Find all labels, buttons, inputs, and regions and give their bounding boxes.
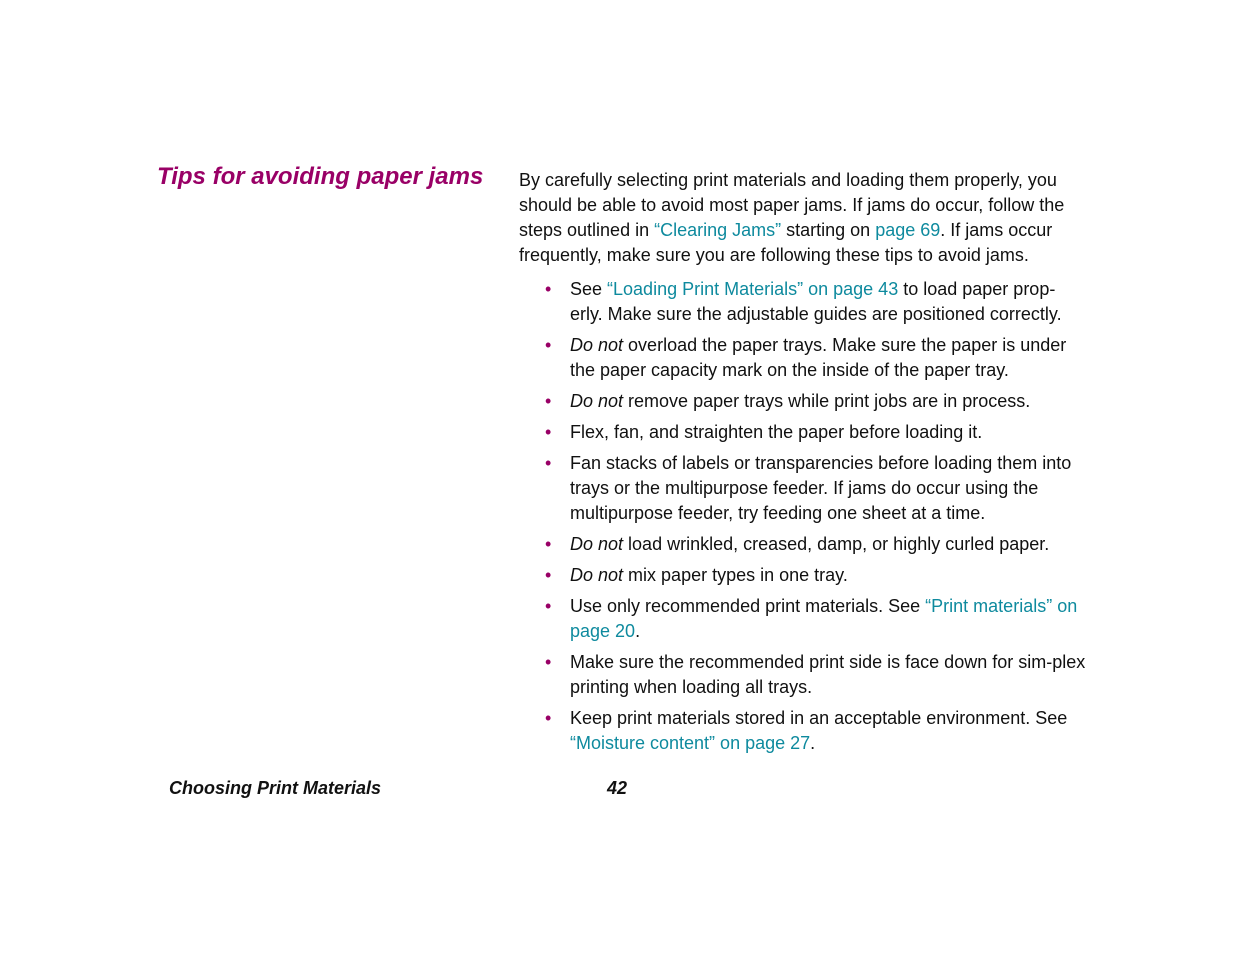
- tips-list: [519, 277, 1087, 756]
- page-number: 42: [607, 778, 628, 798]
- intro-paragraph: [519, 168, 1087, 268]
- bullet-icon: •: [545, 422, 552, 442]
- do-not-emphasis: Do not: [570, 335, 624, 355]
- list-item: [519, 594, 1087, 644]
- footer-chapter-title: Choosing Print Materials: [169, 778, 382, 798]
- bullet-icon: •: [545, 652, 552, 672]
- intro-text: By carefully selecting print materials and loading them properly, you should be able to avoid most paper jams. If jams do occur, follow the steps outlined in: [519, 170, 1065, 240]
- moisture-content-link[interactable]: “Moisture content” on page 27: [570, 733, 811, 753]
- section-body: [519, 168, 1087, 762]
- bullet-icon: •: [545, 279, 552, 299]
- bullet-icon: •: [545, 708, 552, 728]
- list-item: [519, 420, 1087, 445]
- tip-text: Flex, fan, and straighten the paper before loading it.: [570, 422, 983, 442]
- tip-text: Use only recommended print materials. See: [570, 596, 926, 616]
- tip-text: load wrinkled, creased, damp, or highly curled paper.: [623, 534, 1050, 554]
- do-not-emphasis: Do not: [570, 534, 624, 554]
- list-item: [519, 333, 1087, 383]
- list-item: [519, 277, 1087, 327]
- tip-text: mix paper types in one tray.: [623, 565, 848, 585]
- tip-text: overload the paper trays. Make sure the paper is under the paper capacity mark on the inside of the paper tray.: [570, 335, 1067, 380]
- bullet-icon: •: [545, 391, 552, 411]
- do-not-emphasis: Do not: [570, 565, 624, 585]
- page-69-link[interactable]: page 69: [875, 220, 941, 240]
- bullet-icon: •: [545, 453, 552, 473]
- tip-text: .: [635, 621, 641, 641]
- bullet-icon: •: [545, 335, 552, 355]
- do-not-emphasis: Do not: [570, 391, 624, 411]
- bullet-icon: •: [545, 565, 552, 585]
- list-item: [519, 389, 1087, 414]
- loading-print-materials-link[interactable]: “Loading Print Materials” on page 43: [607, 279, 899, 299]
- bullet-icon: •: [545, 596, 552, 616]
- list-item: [519, 532, 1087, 557]
- tip-text: Fan stacks of labels or transparencies before loading them into trays or the multipurpose feeder. If jams do occur using the multipurpose feeder, try feeding one sheet at a time.: [570, 453, 1072, 523]
- tip-text: .: [810, 733, 816, 753]
- print-materials-link[interactable]: “Print materials” on page 20: [570, 596, 1078, 641]
- intro-text: starting on: [781, 220, 876, 240]
- tip-text: remove paper trays while print jobs are in process.: [623, 391, 1031, 411]
- list-item: [519, 451, 1087, 526]
- tip-text: Make sure the recommended print side is face down for sim-plex printing when loading all trays.: [570, 652, 1086, 697]
- section-title: Tips for avoiding paper jams: [157, 163, 484, 190]
- list-item: [519, 563, 1087, 588]
- list-item: [519, 650, 1087, 700]
- clearing-jams-link[interactable]: “Clearing Jams”: [654, 220, 782, 240]
- tip-text: Keep print materials stored in an acceptable environment. See: [570, 708, 1068, 728]
- tip-text: See: [570, 279, 608, 299]
- tip-text: to load paper prop-erly. Make sure the adjustable guides are positioned correctly.: [570, 279, 1062, 324]
- intro-text: . If jams occur frequently, make sure you are following these tips to avoid jams.: [519, 220, 1053, 265]
- bullet-icon: •: [545, 534, 552, 554]
- list-item: [519, 706, 1087, 756]
